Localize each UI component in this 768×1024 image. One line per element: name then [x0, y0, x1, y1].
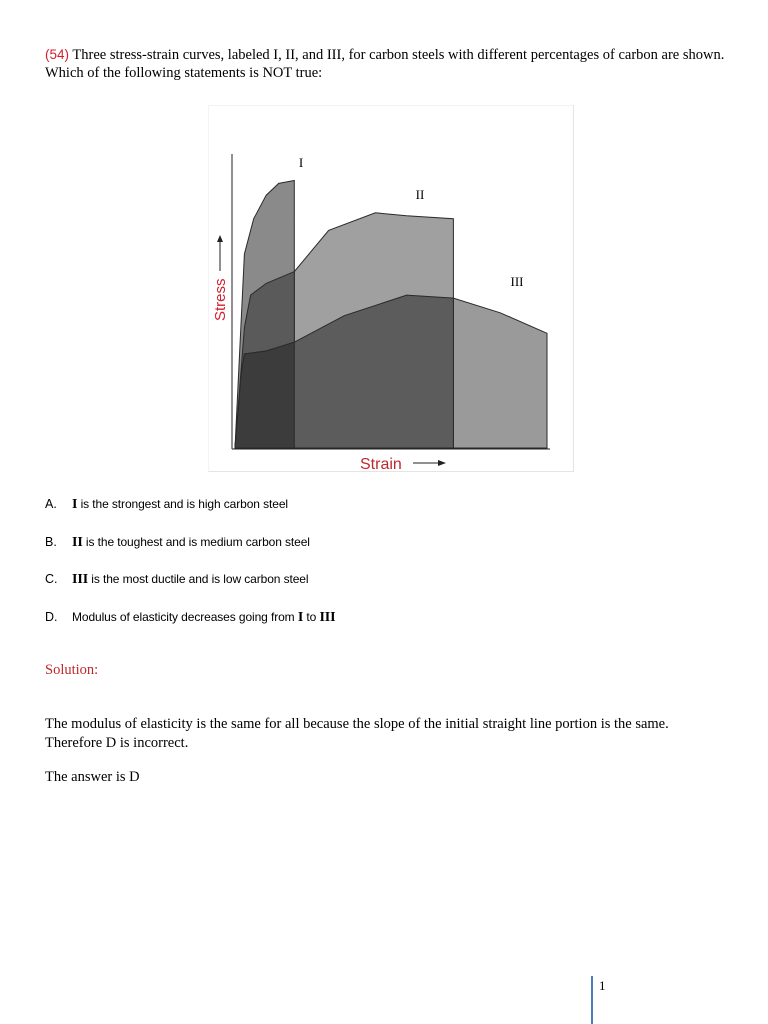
- option-letter: A.: [45, 497, 57, 511]
- y-axis-arrowhead-icon: [217, 235, 223, 242]
- x-axis-title: Strain: [360, 456, 402, 473]
- page-number: 1: [599, 978, 606, 993]
- answer-options: [45, 497, 645, 647]
- option-roman: II: [72, 534, 83, 550]
- y-axis-title: Stress: [212, 278, 229, 321]
- question-text: [45, 46, 725, 82]
- option-text: Modulus of elasticity decreases going from: [72, 609, 298, 624]
- option-letter: B.: [45, 534, 57, 549]
- question-number: (54): [45, 47, 70, 62]
- solution-text: The modulus of elasticity is the same for all because the slope of the initial straight line portion is the same. Therefore D is incorrect.: [45, 716, 669, 751]
- option-letter: C.: [45, 572, 58, 586]
- footer-divider: [591, 976, 593, 1024]
- curve-label-III: III: [510, 274, 524, 289]
- option-roman: I: [72, 497, 78, 512]
- option-roman: III: [319, 609, 336, 625]
- option-roman: I: [297, 609, 304, 625]
- question-body: Three stress-strain curves, labeled I, II, and III, for carbon steels with different percentages of carbon are shown. Which of the following statements is NOT true:: [45, 47, 725, 81]
- option-b[interactable]: [45, 535, 645, 573]
- stress-strain-figure: [208, 105, 574, 472]
- option-text: is the strongest and is high carbon steel: [77, 497, 288, 511]
- stress-strain-chart: [209, 106, 575, 473]
- answer-text: The answer is D: [45, 769, 140, 785]
- curve-label-I: I: [298, 155, 304, 170]
- option-roman: III: [72, 572, 89, 587]
- y-axis-label: [212, 235, 229, 321]
- curve-label-II: II: [415, 187, 425, 202]
- option-d[interactable]: [45, 610, 645, 648]
- x-axis-arrowhead-icon: [438, 460, 446, 466]
- option-a[interactable]: [45, 497, 645, 535]
- option-letter: D.: [45, 609, 58, 624]
- option-c[interactable]: [45, 572, 645, 610]
- option-text: is the most ductile and is low carbon steel: [88, 572, 309, 586]
- curve-III-inner-area: [235, 342, 294, 448]
- option-text: is the toughest and is medium carbon steel: [82, 534, 310, 549]
- option-text: to: [303, 609, 320, 624]
- solution-heading: Solution:: [45, 662, 99, 678]
